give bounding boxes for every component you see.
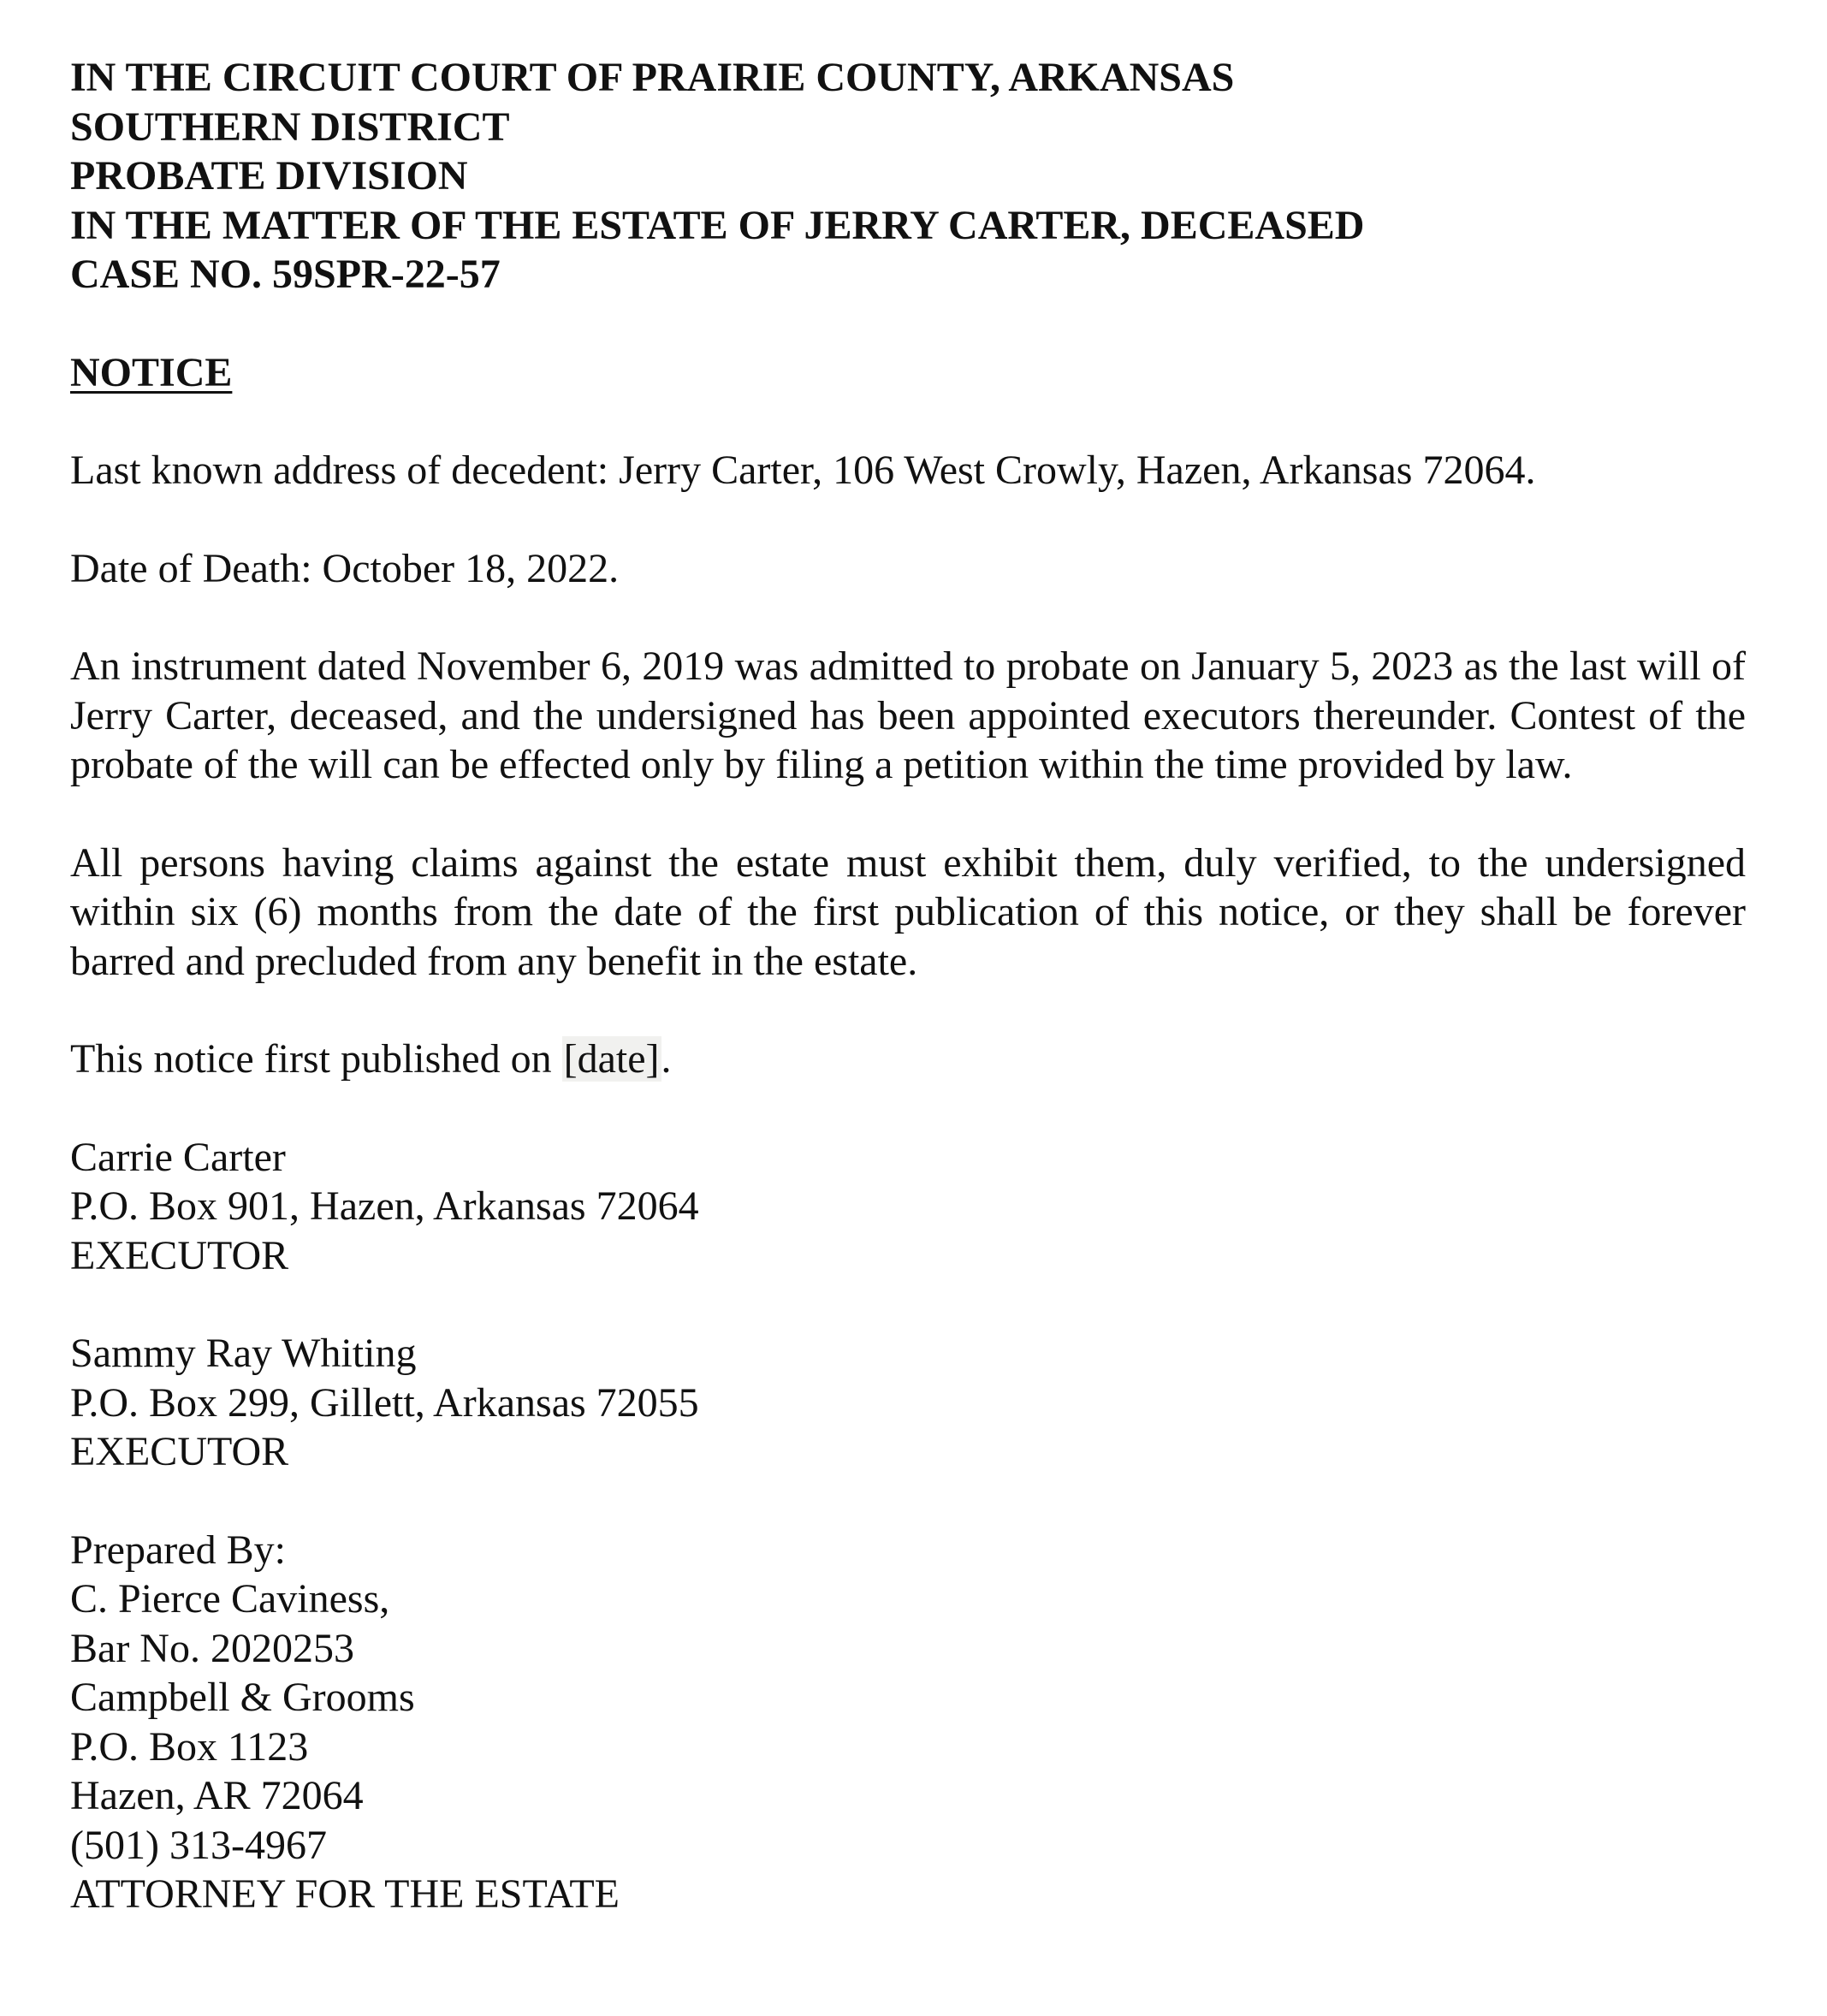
executor-address: P.O. Box 299, Gillett, Arkansas 72055 — [70, 1379, 699, 1426]
law-firm: Campbell & Grooms — [70, 1675, 415, 1720]
matter-title: IN THE MATTER OF THE ESTATE OF JERRY CARTER, DECEASED — [70, 202, 1365, 248]
case-number: CASE NO. 59SPR-22-57 — [70, 252, 501, 297]
bar-number: Bar No. 2020253 — [70, 1625, 354, 1671]
case-caption — [70, 53, 1746, 299]
claims-paragraph: All persons having claims against the estate must exhibit them, duly verified, to the undersigned within six (6) months from the date of the first publication of this notice, or they shall be forever barred and precluded from any benefit in the estate. — [70, 839, 1746, 984]
firm-phone: (501) 313-4967 — [70, 1822, 327, 1868]
publication-date-placeholder: [date] — [563, 1036, 660, 1082]
publication-suffix: . — [661, 1036, 672, 1082]
executor-role: EXECUTOR — [70, 1429, 289, 1474]
notice-heading: NOTICE — [70, 349, 233, 395]
division-name: PROBATE DIVISION — [70, 153, 468, 199]
executor-block-2 — [70, 1329, 1746, 1477]
preparer-block — [70, 1526, 1746, 1919]
instrument-paragraph: An instrument dated November 6, 2019 was admitted to probate on January 5, 2023 as the last will of Jerry Carter, deceased, and the undersigned has been appointed executors thereunder. Contest of the probate of the will can be effected only by filing a petition within the time provided by law. — [70, 643, 1746, 787]
executor-name: Sammy Ray Whiting — [70, 1331, 417, 1376]
court-name: IN THE CIRCUIT COURT OF PRAIRIE COUNTY, ARKANSAS — [70, 55, 1235, 100]
publication-prefix: This notice first published on — [70, 1036, 562, 1082]
firm-po-box: P.O. Box 1123 — [70, 1723, 309, 1770]
executor-role: EXECUTOR — [70, 1232, 289, 1278]
executor-name: Carrie Carter — [70, 1134, 286, 1180]
attorney-role: ATTORNEY FOR THE ESTATE — [70, 1871, 620, 1917]
firm-city: Hazen, AR 72064 — [70, 1773, 364, 1818]
decedent-address-paragraph: Last known address of decedent: Jerry Carter, 106 West Crowly, Hazen, Arkansas 72064. — [70, 448, 1536, 493]
death-date-paragraph: Date of Death: October 18, 2022. — [70, 545, 620, 591]
prepared-by-label: Prepared By: — [70, 1527, 286, 1573]
executor-block-1 — [70, 1133, 1746, 1281]
district-name: SOUTHERN DISTRICT — [70, 104, 510, 150]
legal-notice-document — [70, 53, 1746, 1919]
publication-paragraph — [70, 1035, 1746, 1084]
attorney-name: C. Pierce Caviness, — [70, 1576, 390, 1622]
executor-address: P.O. Box 901, Hazen, Arkansas 72064 — [70, 1183, 699, 1229]
